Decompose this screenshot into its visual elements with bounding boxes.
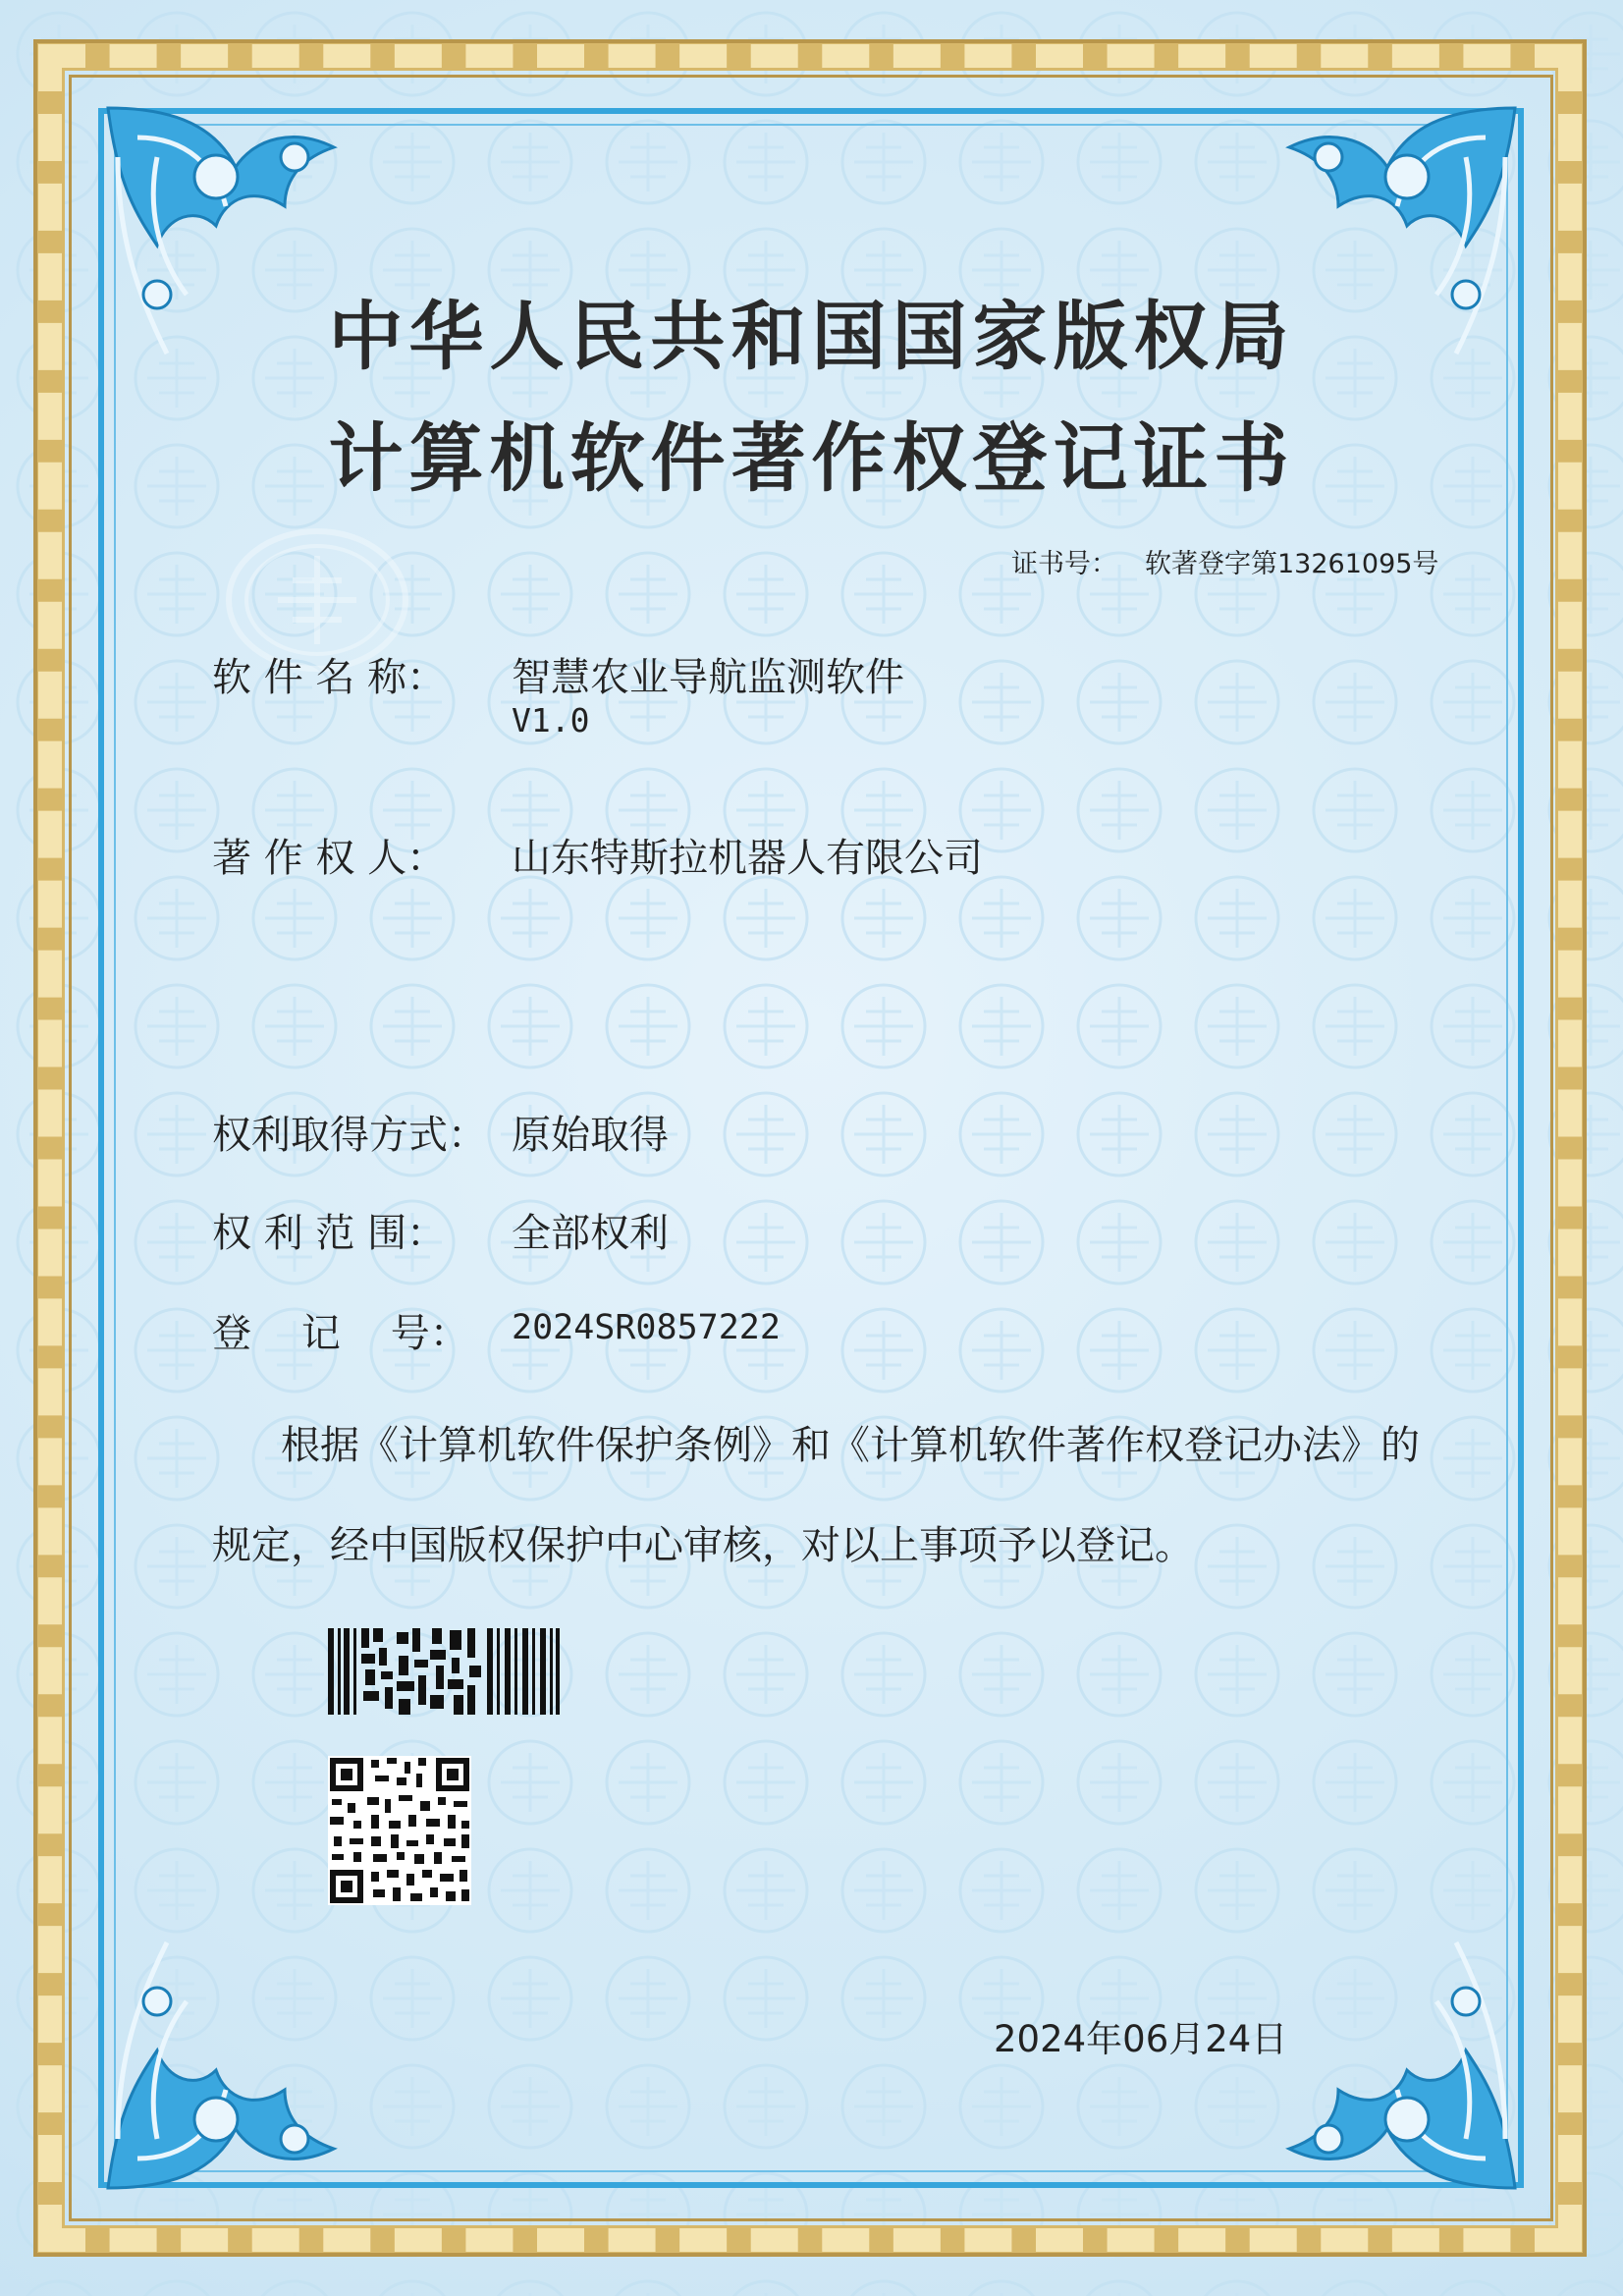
copyright-owner-label: 著 作 权 人： — [212, 836, 447, 881]
statement-line1: 根据《计算机软件保护条例》和《计算机软件著作权登记办法》的 — [281, 1423, 1420, 1468]
certificate-number-value: 软著登字第13261095号 — [1145, 549, 1439, 579]
registration-number-label: 登 记 号： — [212, 1311, 469, 1356]
statement-line2: 规定，经中国版权保护中心审核，对以上事项予以登记。 — [212, 1523, 1194, 1568]
certificate-number-label: 证书号： — [1011, 549, 1117, 579]
acquisition-method-value: 原始取得 — [512, 1113, 669, 1158]
ornament-corner-icon — [98, 1923, 373, 2198]
registration-number-value: 2024SR0857222 — [512, 1308, 781, 1347]
software-name-label: 软 件 名 称： — [212, 655, 447, 700]
acquisition-method-label: 权利取得方式： — [212, 1113, 487, 1158]
qr-code-icon — [328, 1756, 471, 1905]
rights-scope-value: 全部权利 — [512, 1211, 669, 1256]
issue-date: 2024年06月24日 — [994, 2018, 1288, 2060]
software-version-value: V1.0 — [512, 701, 590, 739]
certificate-number — [1011, 542, 1438, 580]
software-name-value: 智慧农业导航监测软件 — [512, 655, 904, 700]
barcode-icon — [328, 1628, 562, 1715]
ornament-corner-icon — [1250, 1923, 1525, 2198]
copyright-owner-value: 山东特斯拉机器人有限公司 — [512, 836, 983, 881]
certificate-title-line1: 中华人民共和国国家版权局 — [328, 293, 1295, 380]
rights-scope-label: 权 利 范 围： — [212, 1211, 447, 1256]
certificate-title-line2: 计算机软件著作权登记证书 — [328, 414, 1295, 502]
